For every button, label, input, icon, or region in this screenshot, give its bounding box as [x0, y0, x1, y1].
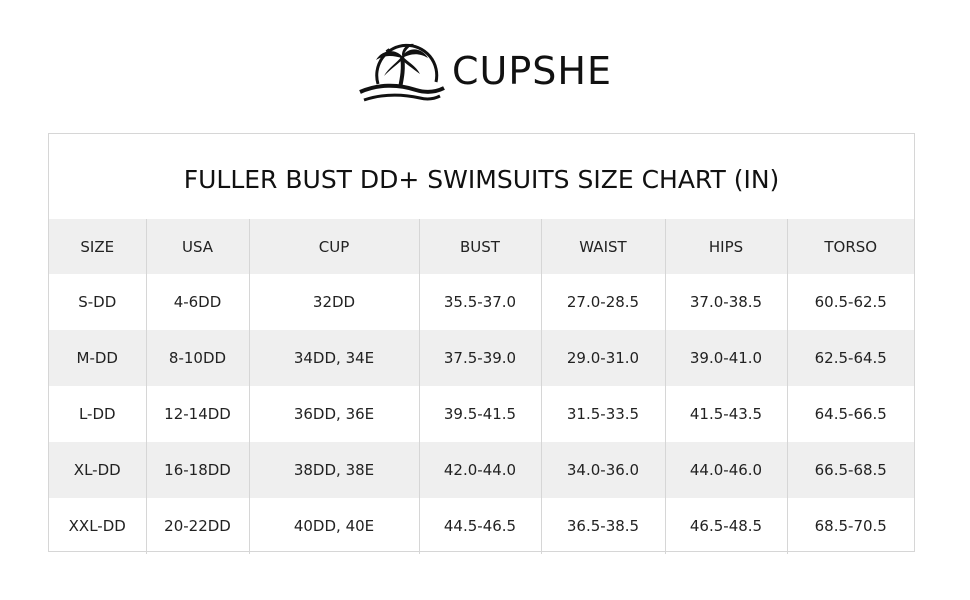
- column-header: BUST: [419, 219, 541, 274]
- table-cell: S-DD: [78, 293, 117, 311]
- table-cell: 37.5-39.0: [419, 330, 541, 386]
- table-cell: L-DD: [78, 405, 116, 423]
- table-cell: 29.0-31.0: [541, 330, 665, 386]
- table-cell: 60.5-62.5: [787, 274, 914, 330]
- table-row: [49, 498, 914, 554]
- table-cell: 39.5-41.5: [419, 386, 541, 442]
- brand-name: CUPSHE: [452, 49, 612, 93]
- table-cell: 44.0-46.0: [665, 442, 787, 498]
- table-cell: 20-22DD: [146, 498, 249, 554]
- table-cell: 40DD, 40E: [249, 498, 419, 554]
- table-row: [49, 274, 914, 330]
- table-cell: 66.5-68.5: [787, 442, 914, 498]
- table-cell: 44.5-46.5: [419, 498, 541, 554]
- table-header-row: [49, 219, 914, 274]
- table-cell: 37.0-38.5: [665, 274, 787, 330]
- table-cell: 16-18DD: [146, 442, 249, 498]
- column-header: SIZE: [80, 237, 115, 256]
- table-cell: 62.5-64.5: [787, 330, 914, 386]
- table-cell: 12-14DD: [146, 386, 249, 442]
- table-cell: XXL-DD: [68, 517, 126, 535]
- table-cell: 36.5-38.5: [541, 498, 665, 554]
- table-cell: 64.5-66.5: [787, 386, 914, 442]
- table-cell: 35.5-37.0: [419, 274, 541, 330]
- column-header: CUP: [249, 219, 419, 274]
- table-cell: 31.5-33.5: [541, 386, 665, 442]
- table-cell: 8-10DD: [146, 330, 249, 386]
- table-cell: 34DD, 34E: [249, 330, 419, 386]
- palm-tree-sunset-icon: [358, 38, 446, 104]
- table-cell: 36DD, 36E: [249, 386, 419, 442]
- table-row: [49, 386, 914, 442]
- size-table: [49, 219, 914, 554]
- table-cell: 4-6DD: [146, 274, 249, 330]
- table-cell: 42.0-44.0: [419, 442, 541, 498]
- table-cell: 32DD: [249, 274, 419, 330]
- table-row: [49, 330, 914, 386]
- table-cell: 34.0-36.0: [541, 442, 665, 498]
- table-cell: 41.5-43.5: [665, 386, 787, 442]
- table-cell: XL-DD: [73, 461, 121, 479]
- column-header: WAIST: [541, 219, 665, 274]
- table-cell: M-DD: [76, 349, 118, 367]
- table-cell: 68.5-70.5: [787, 498, 914, 554]
- column-header: HIPS: [665, 219, 787, 274]
- table-cell: 46.5-48.5: [665, 498, 787, 554]
- column-header: USA: [146, 219, 249, 274]
- brand-header: [0, 36, 970, 106]
- table-row: [49, 442, 914, 498]
- table-cell: 39.0-41.0: [665, 330, 787, 386]
- size-chart: [48, 133, 915, 552]
- table-cell: 27.0-28.5: [541, 274, 665, 330]
- chart-title: FULLER BUST DD+ SWIMSUITS SIZE CHART (IN): [183, 165, 780, 194]
- table-cell: 38DD, 38E: [249, 442, 419, 498]
- column-header: TORSO: [787, 219, 914, 274]
